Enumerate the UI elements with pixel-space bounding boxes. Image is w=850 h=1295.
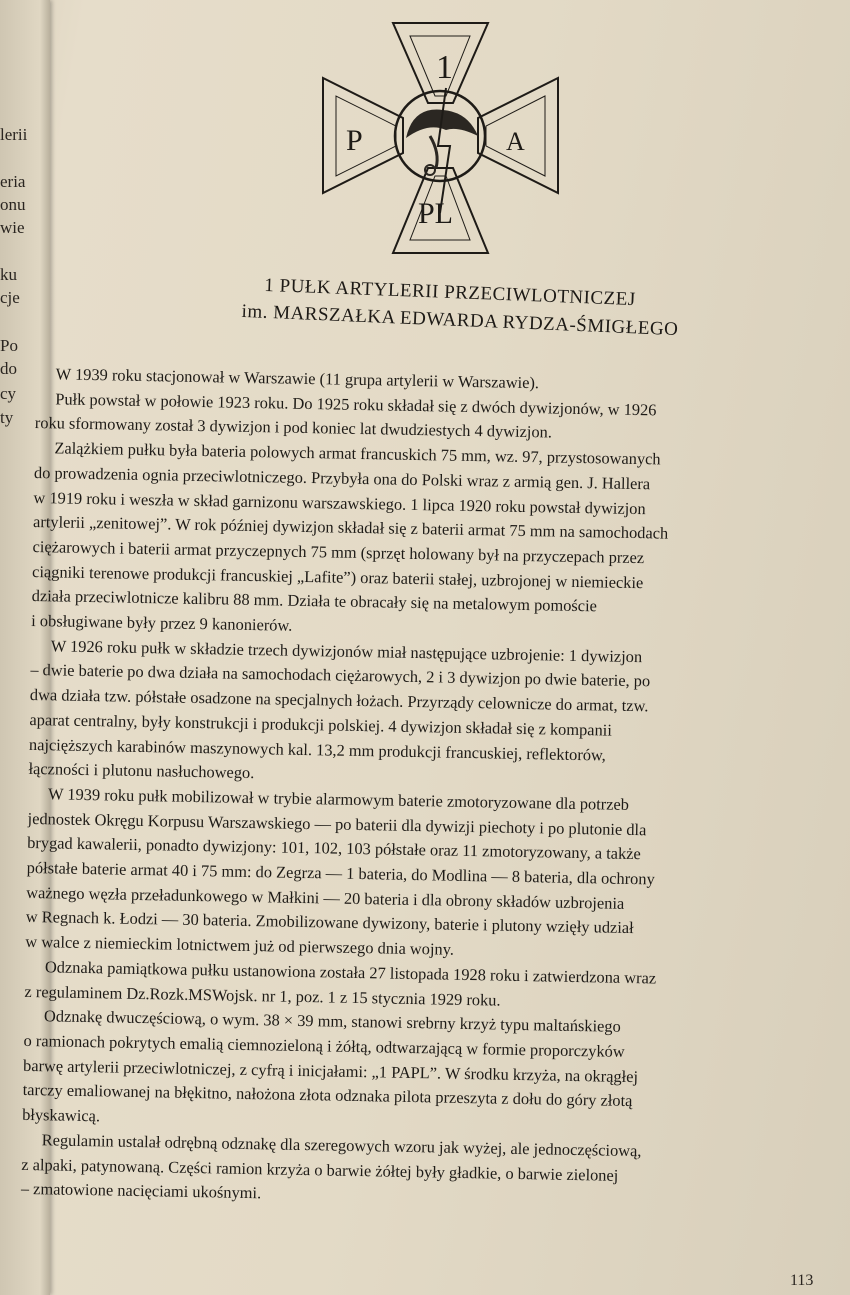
text-line: brygad kawalerii, ponadto dywizjony: 101, 102, 103 półstałe oraz 11 zmotoryzowany, a także (27, 833, 641, 864)
text-line: w walce z niemieckim lotnictwem już od pierwszego dnia wojny. (25, 932, 455, 959)
article-body (21, 362, 836, 1216)
text-line: – dwie baterie po dwa działa na samochodach ciężarowych, 2 i 3 dywizjon po dwie baterie, po (30, 660, 651, 691)
text-line: z alpaki, patynowaną. Części ramion krzyża o barwie żółtej były gładkie, o barwie zielonej (21, 1154, 619, 1185)
text-line: o ramionach pokrytych emalią ciemnozieloną i żółtą, odtwarzającą w formie proporczyków (23, 1030, 625, 1061)
text-line: tarczy emaliowanej na błękitno, nałożona złota odznaka pilota przeszyta z dołu do góry złotą (22, 1080, 633, 1111)
text-line: Zalążkiem pułku była bateria polowych armat francuskich 75 mm, wz. 97, przystosowanych (54, 438, 661, 469)
chapter-title: 1 PUŁK ARTYLERII PRZECIWLOTNICZEJ (263, 274, 637, 311)
text-line: dwa działa tzw. półstałe osadzone na specjalnych łożach. Przyrządy celownicze do armat, tzw. (29, 685, 649, 716)
fragment-text: eria (0, 172, 26, 191)
fragment-text: Po (0, 336, 18, 355)
fragment-text: cje (0, 288, 20, 307)
text-line: aparat centralny, były konstrukcji i produkcji polskiej. 4 dywizjon składał się z kompanii (29, 709, 613, 740)
fragment-text: cy (0, 384, 17, 403)
text-line: ciężarowych i baterii armat przyczepnych 75 mm (sprzęt holowany był na przyczepach przez (32, 536, 645, 568)
text-line: jednostek Okręgu Korpusu Warszawskiego — po baterii dla dywizji piechoty i po plutonie dla (27, 808, 647, 839)
fragment-text: wie (0, 218, 25, 237)
page-number: 113 (790, 1272, 814, 1289)
text-line: Regulamin ustalał odrębną odznakę dla szeregowych wzoru jak wyżej, ale jednoczęściową, (41, 1130, 642, 1161)
text-line: artylerii „zenitowej”. W rok później dywizjon składał się z baterii armat 75 mm na samochodach (32, 512, 669, 543)
text-line: Pułk powstał w połowie 1923 roku. Do 1925 roku składał się z dwóch dywizjonów, w 1926 (55, 389, 657, 420)
text-line: ważnego węzła przeładunkowego w Małkini — 20 bateria i dla obrony składów uzbrojenia (26, 882, 625, 913)
text-line: łączności i plutonu nasłuchowego. (28, 759, 255, 783)
text-line: – zmatowione nacięciami ukośnymi. (20, 1179, 262, 1203)
text-line: W 1939 roku pułk mobilizował w trybie alarmowym baterie zmotoryzowane dla potrzeb (47, 784, 630, 814)
fragment-text: ty (0, 408, 14, 427)
lightning-icon (438, 88, 450, 213)
text-line: barwę artylerii przeciwlotniczej, z cyfrą i inicjałami: „1 PAPL”. W środku krzyża, na okrągłej (22, 1055, 639, 1086)
badge-left-letter: P (346, 124, 363, 157)
fragment-text: ku (0, 265, 17, 284)
text-line: półstałe baterie armat 40 i 75 mm: do Zegrza — 1 bateria, do Modlina — 8 bateria, dla ochrony (26, 857, 655, 889)
text-line: do prowadzenia ognia przeciwlotniczego. Przybyła ona do Polski wraz z armią gen. J. Hallera (33, 462, 651, 494)
text-line: najcięższych karabinów maszynowych kal. 13,2 mm produkcji francuskiej, reflektorów, (28, 734, 607, 765)
text-line: roku sformowany został 3 dywizjon i pod koniec lat dwudziestych 4 dywizjon. (34, 413, 553, 442)
fragment-text: do (0, 359, 17, 378)
fragment-text: lerii (0, 125, 28, 144)
badge-top-number: 1 (436, 49, 453, 86)
text-line: ciągniki terenowe produkcji francuskiej „Lafite”) oraz baterii stałej, uzbrojonej w niemieckie (31, 561, 644, 592)
text-line: W 1926 roku pułk w składzie trzech dywizjonów miał następujące uzbrojenie: 1 dywizjon (50, 636, 643, 666)
text-line: w 1919 roku i weszła w skład garnizonu warszawskiego. 1 lipca 1920 roku powstał dywizjon (33, 487, 646, 518)
text-line: Odznakę dwuczęściową, o wym. 38 × 39 mm, stanowi srebrny krzyż typu maltańskiego (43, 1006, 621, 1037)
text-line: błyskawicą. (22, 1104, 101, 1126)
text-line: Odznaka pamiątkowa pułku ustanowiona została 27 listopada 1928 roku i zatwierdzona wraz (44, 957, 657, 988)
text-line: w Regnach k. Łodzi — 30 bateria. Zmobilizowane dywizony, baterie i plutony wzięły udział (25, 907, 634, 938)
chapter-subtitle: im. MARSZAŁKA EDWARDA RYDZA-ŚMIGŁEGO (241, 300, 679, 341)
text-line: W 1939 roku stacjonował w Warszawie (11 grupa artylerii w Warszawie). (55, 364, 540, 393)
text-line: z regulaminem Dz.Rozk.MSWojsk. nr 1, poz. 1 z 15 stycznia 1929 roku. (24, 981, 501, 1010)
text-line: działa przeciwlotnicze kalibru 88 mm. Działa te obracały się na metalowym pomoście (31, 586, 598, 616)
badge-right-letter: A (506, 127, 525, 156)
text-line: i obsługiwane były przez 9 kanonierów. (31, 610, 293, 635)
badge-bottom-letters: PL (418, 197, 454, 230)
regiment-badge (318, 18, 563, 258)
fragment-text: onu (0, 195, 26, 214)
